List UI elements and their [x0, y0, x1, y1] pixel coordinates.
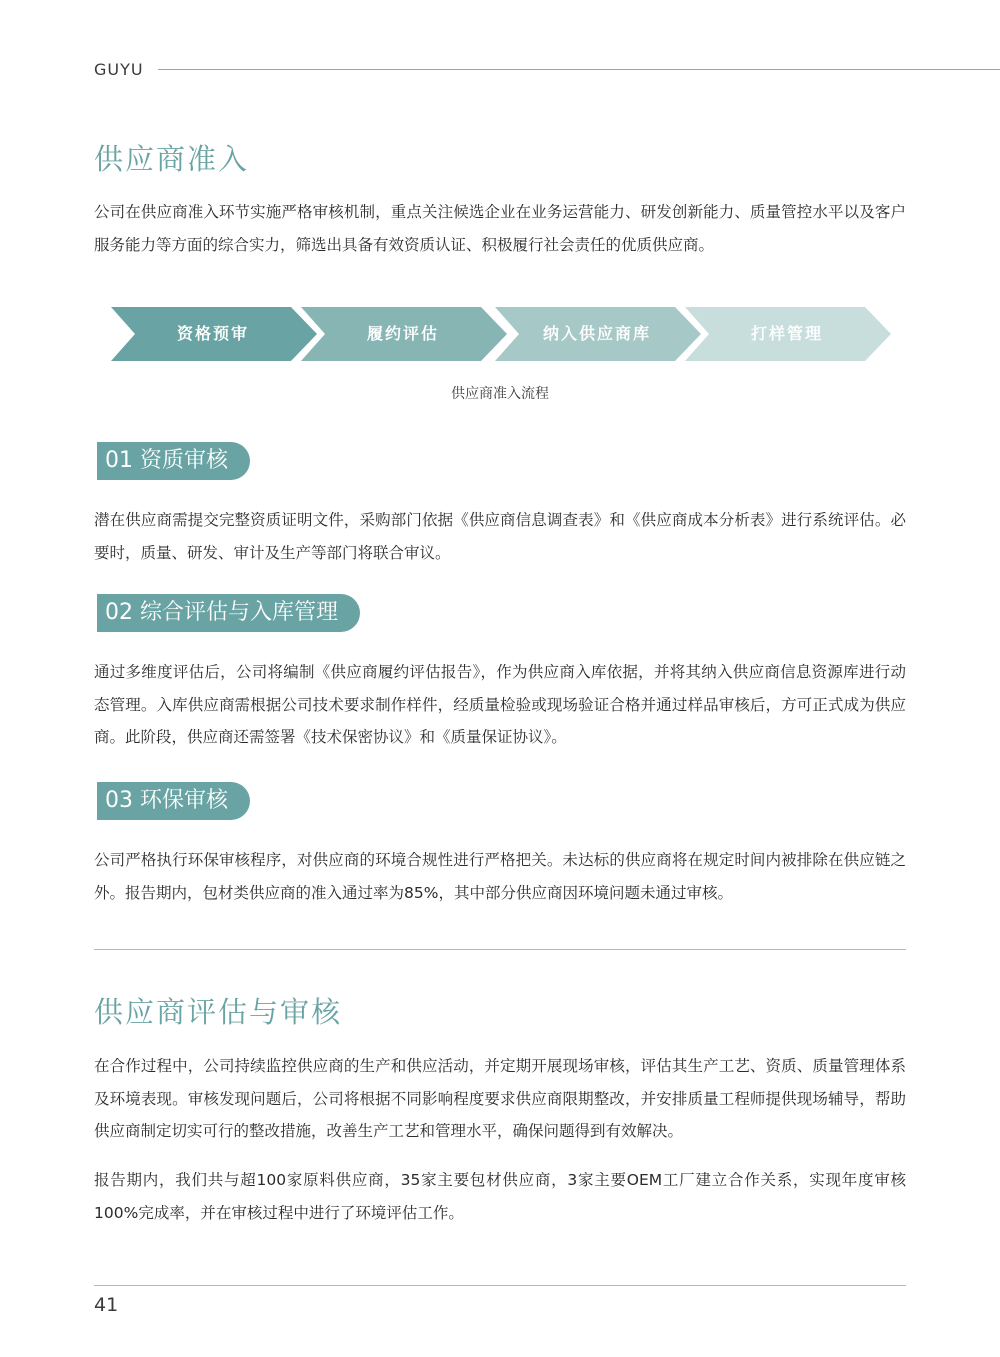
section-intro: 公司在供应商准入环节实施严格审核机制，重点关注候选企业在业务运营能力、研发创新能力、质量管控水平以及客户服务能力等方面的综合实力，筛选出具备有效资质认证、积极履行社会责任的优质供应商。 [94, 203, 906, 254]
section-divider [94, 949, 906, 950]
flow-step-2 [301, 307, 507, 361]
evaluation-paragraph-1: 在合作过程中，公司持续监控供应商的生产和供应活动，并定期开展现场审核，评估其生产工艺、资质、质量管理体系及环境表现。审核发现问题后，公司将根据不同影响程度要求供应商限期整改，并安排质量工程师提供现场辅导，帮助供应商制定切实可行的整改措施，改善生产工艺和管理水平，确保问题得到有效解决。 [94, 1057, 906, 1140]
flow-step-3-label: 纳入供应商库 [542, 324, 651, 343]
subsection-title-environmental: 03 环保审核 [97, 782, 250, 820]
flow-step-1 [111, 307, 317, 361]
footer-divider [94, 1285, 906, 1286]
subsection-text-environmental: 公司严格执行环保审核程序，对供应商的环境合规性进行严格把关。未达标的供应商将在规定时间内被排除在供应链之外。报告期内，包材类供应商的准入通过率为85%，其中部分供应商因环境问题未通过审核。 [94, 851, 906, 902]
evaluation-paragraph-2: 报告期内，我们共与超100家原料供应商，35家主要包材供应商，3家主要OEM工厂建立合作关系，实现年度审核100%完成率，并在审核过程中进行了环境评估工作。 [94, 1171, 906, 1222]
flow-caption: 供应商准入流程 [451, 386, 549, 402]
flow-step-4 [685, 307, 891, 361]
subsection-text-evaluation: 通过多维度评估后，公司将编制《供应商履约评估报告》，作为供应商入库依据，并将其纳入供应商信息资源库进行动态管理。入库供应商需根据公司技术要求制作样件，经质量检验或现场验证合格并通过样品审核后，方可正式成为供应商。此阶段，供应商还需签署《技术保密协议》和《质量保证协议》。 [94, 663, 906, 746]
flow-step-4-label: 打样管理 [750, 324, 823, 343]
subsection-title-evaluation: 02 综合评估与入库管理 [97, 594, 360, 632]
header-rule [158, 69, 1000, 70]
flow-step-2-label: 履约评估 [366, 324, 439, 343]
flow-step-3 [495, 307, 701, 361]
page-number: 41 [94, 1294, 119, 1316]
section-title-supplier-access: 供应商准入 [94, 142, 250, 176]
subsection-text-qualification: 潜在供应商需提交完整资质证明文件，采购部门依据《供应商信息调查表》和《供应商成本分析表》进行系统评估。必要时，质量、研发、审计及生产等部门将联合审议。 [94, 511, 906, 562]
flow-step-1-label: 资格预审 [176, 324, 249, 343]
section-title-supplier-evaluation: 供应商评估与审核 [94, 995, 343, 1029]
brand-name: GUYU [94, 60, 144, 79]
access-flow-diagram [111, 307, 891, 361]
subsection-title-qualification: 01 资质审核 [97, 442, 250, 480]
